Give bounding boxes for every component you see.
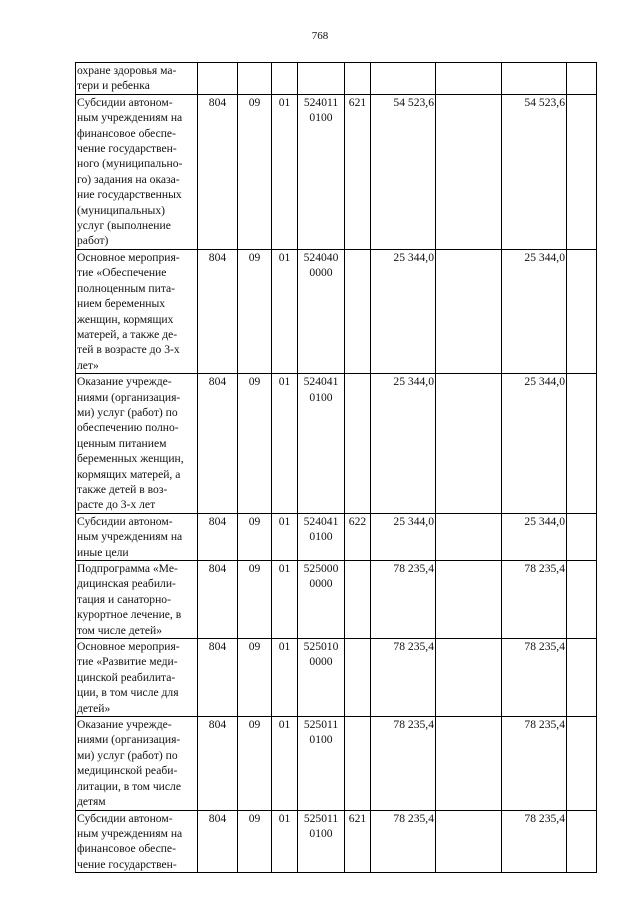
row-name-line: дицинская реабили- [77,577,176,591]
section-code: 09 [238,639,272,717]
amount-cell [567,561,597,639]
amount-cell [567,513,597,560]
amount-cell [436,717,502,810]
row-name-line: ми) услуг (работ) по [77,405,178,419]
amount-cell [567,63,597,95]
amount-cell [436,94,502,249]
row-name-line: женщин, кормящих [77,312,174,326]
row-name [76,561,198,639]
row-name-line: матерей, а также де- [77,327,178,341]
amount-cell [436,810,502,873]
row-name-line: полноценным пита- [77,281,176,295]
expense-type-code [345,639,371,717]
target-code-line: 525011 [303,718,339,732]
row-name [76,513,198,560]
amount-cell [567,94,597,249]
target-code-line: 524041 [303,375,339,389]
expense-type-code [345,63,371,95]
amount-cell [567,249,597,373]
target-code-line: 524040 [303,250,339,264]
row-name-line: чение государствен- [77,142,177,156]
row-name-line: нием беременных [77,297,166,311]
target-code-line: 524011 [303,95,339,109]
amount-cell: 25 344,0 [502,513,567,560]
row-name-line: тация и санаторно- [77,592,171,606]
page-number: 768 [311,30,329,42]
amount-cell: 54 523,6 [371,94,436,249]
section-code: 09 [238,810,272,873]
target-code [298,561,345,639]
target-code [298,513,345,560]
table-body [76,63,597,873]
target-code-line: 0100 [309,733,333,747]
amount-cell: 78 235,4 [502,810,567,873]
row-name-line: медицинской реаби- [77,764,178,778]
row-name-line: том числе детей» [77,623,162,637]
amount-cell [567,639,597,717]
amount-cell [436,513,502,560]
row-name-line: Оказание учрежде- [77,375,172,389]
ministry-code: 804 [198,561,238,639]
section-code: 09 [238,249,272,373]
target-code-line: 0100 [309,530,333,544]
ministry-code: 804 [198,513,238,560]
amount-cell [567,810,597,873]
row-name-line: также детей в воз- [77,482,168,496]
row-name-line: иные цели [77,545,129,559]
amount-cell [436,249,502,373]
row-name-line: услуг (выполнение [77,219,171,233]
amount-cell: 25 344,0 [371,249,436,373]
ministry-code: 804 [198,94,238,249]
row-name-line: чение государствен- [77,857,177,871]
row-name-line: ным учреждениям на [77,111,183,125]
row-name-line: расте до 3-х лет [77,498,156,512]
ministry-code: 804 [198,249,238,373]
section-code: 09 [238,374,272,514]
subsection-code: 01 [272,513,298,560]
target-code-line: 0000 [309,655,333,669]
row-name-line: ми) услуг (работ) по [77,748,178,762]
subsection-code: 01 [272,374,298,514]
target-code [298,810,345,873]
row-name-line: беременных женщин, [77,452,184,466]
table-row [76,810,597,873]
row-name-line: ного (муниципально- [77,157,183,171]
ministry-code: 804 [198,639,238,717]
row-name-line: детей» [77,701,111,715]
target-code-line: 525011 [303,811,339,825]
amount-cell: 25 344,0 [371,513,436,560]
section-code: 09 [238,94,272,249]
row-name-line: ции, в том числе для [77,686,179,700]
target-code-line: 0000 [309,577,333,591]
row-name-line: Субсидии автоном- [77,95,173,109]
subsection-code [272,63,298,95]
section-code: 09 [238,513,272,560]
expense-type-code [345,561,371,639]
row-name-line: кормящих матерей, а [77,467,181,481]
amount-cell: 78 235,4 [371,810,436,873]
row-name-line: тие «Развитие меди- [77,655,178,669]
row-name-line: ным учреждениям на [77,530,183,544]
budget-table [75,62,597,873]
expense-type-code [345,249,371,373]
table-row [76,249,597,373]
row-name-line: Подпрограмма «Ме- [77,562,178,575]
target-code-line: 525010 [303,640,339,654]
section-code [238,63,272,95]
amount-cell: 78 235,4 [502,561,567,639]
row-name [76,94,198,249]
table-row [76,561,597,639]
table-row [76,374,597,514]
subsection-code: 01 [272,810,298,873]
expense-type-code: 622 [345,513,371,560]
amount-cell: 78 235,4 [371,561,436,639]
target-code [298,94,345,249]
row-name-line: Субсидии автоном- [77,514,173,528]
row-name-line: го) задания на оказа- [77,172,180,186]
row-name-line: ниями (организация- [77,733,181,747]
target-code [298,374,345,514]
amount-cell [567,717,597,810]
row-name-line: обеспечению полно- [77,421,179,435]
amount-cell: 25 344,0 [502,249,567,373]
row-name-line: ние государственных [77,188,182,202]
section-code: 09 [238,717,272,810]
row-name-line: Субсидии автоном- [77,811,173,825]
ministry-code: 804 [198,374,238,514]
table-row [76,513,597,560]
target-code [298,63,345,95]
amount-cell: 25 344,0 [502,374,567,514]
row-name-line: ниями (организация- [77,390,181,404]
row-name-line: (муниципальных) [77,203,165,217]
table-row [76,63,597,95]
row-name-line: охране здоровья ма- [77,64,177,77]
amount-cell [502,63,567,95]
amount-cell: 25 344,0 [371,374,436,514]
row-name-line: ценным питанием [77,436,167,450]
amount-cell [371,63,436,95]
row-name [76,810,198,873]
row-name-line: детям [77,795,106,809]
row-name-line: лет» [77,358,99,372]
row-name-line: тей в возрасте до 3-х [77,343,180,357]
target-code-line: 525000 [303,562,339,575]
target-code [298,717,345,810]
amount-cell [436,639,502,717]
row-name [76,717,198,810]
row-name-line: финансовое обеспе- [77,126,176,140]
row-name [76,249,198,373]
table-row [76,94,597,249]
target-code-line: 524041 [303,514,339,528]
subsection-code: 01 [272,561,298,639]
amount-cell: 54 523,6 [502,94,567,249]
table-row [76,717,597,810]
amount-cell [567,374,597,514]
row-name-line: Оказание учрежде- [77,718,172,732]
target-code [298,639,345,717]
expense-type-code [345,717,371,810]
target-code-line: 0100 [309,826,333,840]
subsection-code: 01 [272,639,298,717]
target-code [298,249,345,373]
row-name-line: Основное мероприя- [77,250,180,264]
amount-cell [436,561,502,639]
row-name [76,63,198,95]
row-name-line: цинской реабилита- [77,670,176,684]
ministry-code: 804 [198,810,238,873]
row-name [76,374,198,514]
target-code-line: 0000 [309,266,333,280]
amount-cell [436,374,502,514]
ministry-code [198,63,238,95]
table-row [76,639,597,717]
ministry-code: 804 [198,717,238,810]
row-name-line: работ) [77,234,109,248]
amount-cell [436,63,502,95]
section-code: 09 [238,561,272,639]
expense-type-code: 621 [345,810,371,873]
target-code-line: 0100 [309,390,333,404]
row-name-line: курортное лечение, в [77,608,182,622]
subsection-code: 01 [272,249,298,373]
amount-cell: 78 235,4 [502,639,567,717]
expense-type-code: 621 [345,94,371,249]
expense-type-code [345,374,371,514]
row-name-line: ным учреждениям на [77,826,183,840]
row-name-line: литации, в том числе [77,779,181,793]
target-code-line: 0100 [309,111,333,125]
row-name-line: финансовое обеспе- [77,842,176,856]
row-name-line: Основное мероприя- [77,640,180,654]
row-name-line: тие «Обеспечение [77,266,167,280]
subsection-code: 01 [272,717,298,810]
amount-cell: 78 235,4 [371,717,436,810]
row-name-line: тери и ребенка [77,79,150,93]
amount-cell: 78 235,4 [502,717,567,810]
amount-cell: 78 235,4 [371,639,436,717]
row-name [76,639,198,717]
subsection-code: 01 [272,94,298,249]
